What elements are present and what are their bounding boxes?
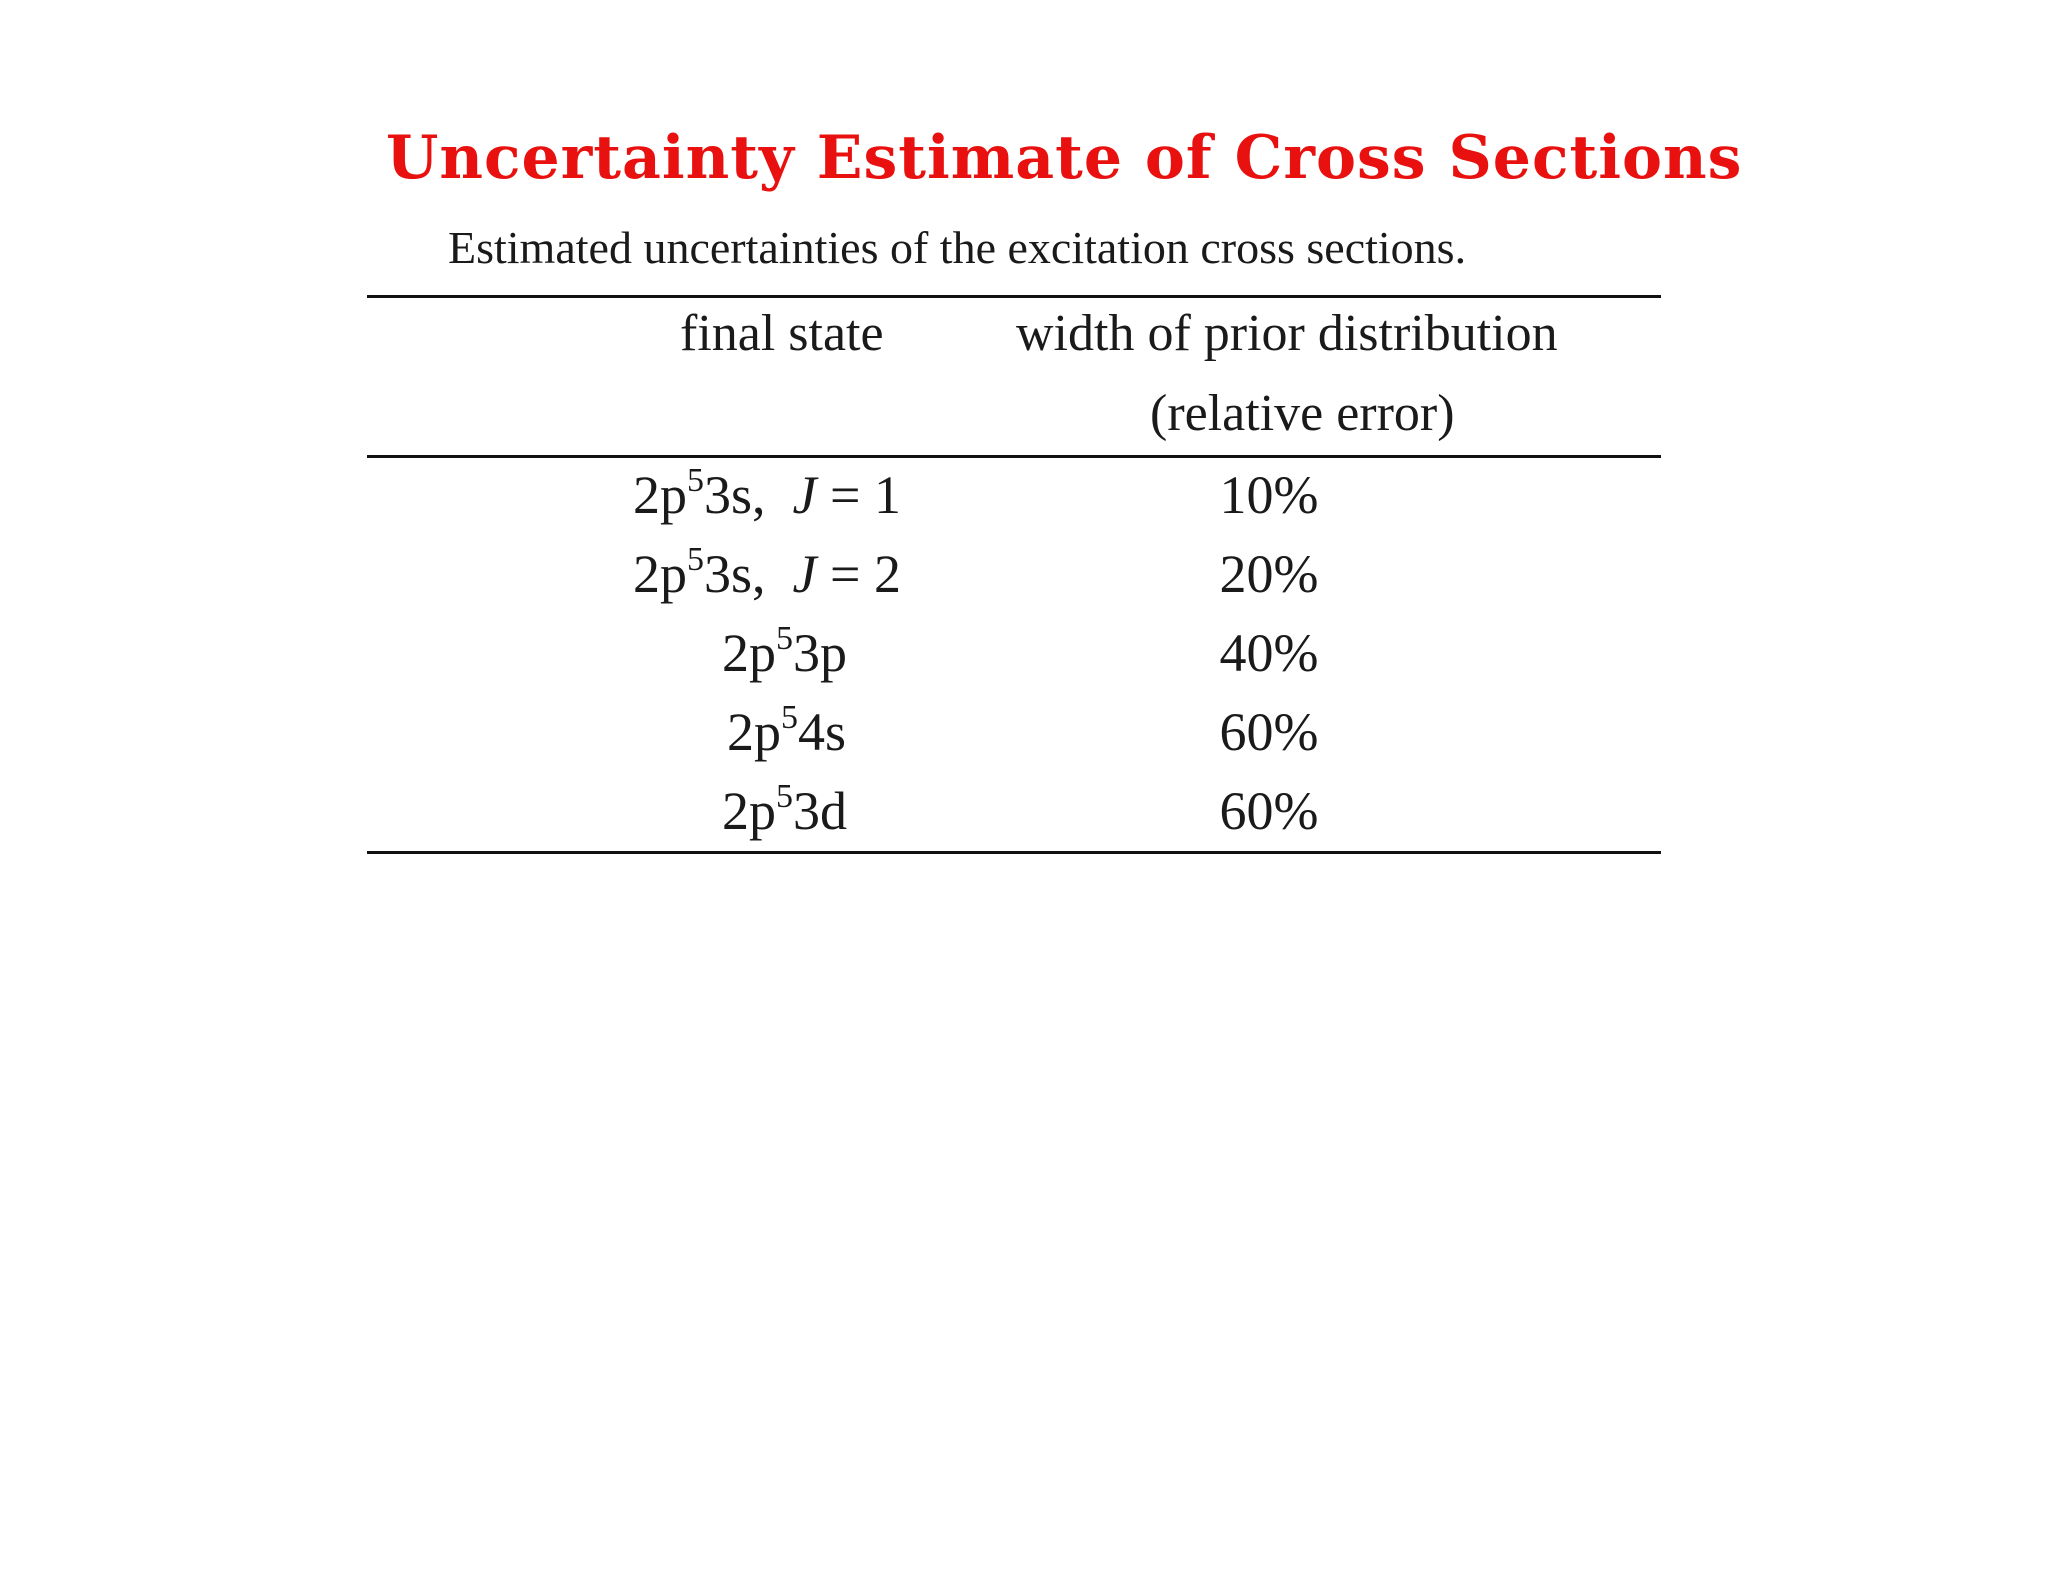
relative-error-cell: 20% xyxy=(1219,544,1319,604)
table-bottom-rule xyxy=(367,851,1661,854)
relative-error-cell: 40% xyxy=(1219,623,1319,683)
header-width-of-prior: width of prior distribution xyxy=(1016,305,1558,362)
header-relative-error: (relative error) xyxy=(1150,385,1455,442)
final-state-cell: $2p^53s$, J = 2 xyxy=(633,541,901,604)
table-row xyxy=(367,614,1661,693)
relative-error-cell: 60% xyxy=(1219,781,1319,841)
header-final-state: final state xyxy=(680,305,884,362)
final-state-cell: $2p^53s$, J = 1 xyxy=(633,462,901,525)
table-caption: Estimated uncertainties of the excitation cross sections. xyxy=(448,222,1467,273)
table-top-rule xyxy=(367,295,1661,298)
table-row xyxy=(367,456,1661,535)
table-row xyxy=(367,535,1661,614)
relative-error-cell: 10% xyxy=(1219,465,1319,525)
final-state-cell: $2p^53d$ xyxy=(722,778,847,841)
final-state-cell: $2p^54s$ xyxy=(727,699,847,762)
slide-title: Uncertainty Estimate of Cross Sections xyxy=(386,123,1743,193)
relative-error-cell: 60% xyxy=(1219,702,1319,762)
table-row xyxy=(367,693,1661,772)
final-state-cell: $2p^53p$ xyxy=(722,620,847,683)
table-row xyxy=(367,772,1661,851)
